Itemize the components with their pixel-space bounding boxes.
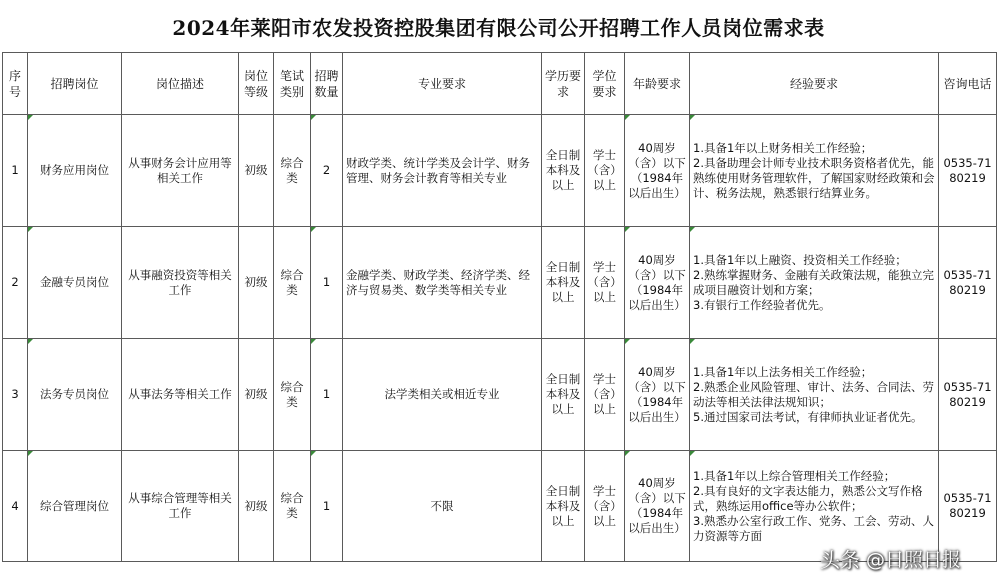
- cell-degree: 学士（含）以上: [585, 451, 625, 562]
- cell-phone: 0535-7180219: [939, 451, 997, 562]
- experience-line: 2.具备助理会计师专业技术职务资格者优先，能熟练使用财务管理软件，了解国家财经政策和会计、税务法规，熟悉银行结算业务。: [693, 155, 935, 200]
- cell-exam: 综合类: [274, 451, 311, 562]
- experience-line: 5.通过国家司法考试，有律师执业证者优先。: [693, 409, 923, 424]
- cell-degree: 学士（含）以上: [585, 339, 625, 451]
- cell-major: 金融学类、财政学类、经济学类、经济与贸易类、数学类等相关专业: [343, 227, 542, 339]
- cell-experience: [690, 115, 939, 227]
- cell-level: 初级: [239, 227, 274, 339]
- cell-phone: 0535-7180219: [939, 227, 997, 339]
- experience-line: 2.熟悉企业风险管理、审计、法务、合同法、劳动法等相关法律法规知识；: [693, 379, 934, 409]
- experience-line: 2.熟练掌握财务、金融有关政策法规，能独立完成项目融资计划和方案；: [693, 267, 934, 297]
- cell-position: 法务专员岗位: [28, 339, 122, 451]
- header-experience: 经验要求: [690, 53, 939, 115]
- header-level: 岗位等级: [239, 53, 274, 115]
- cell-major: 不限: [343, 451, 542, 562]
- experience-line: 1.具备1年以上综合管理相关工作经验；: [693, 468, 896, 483]
- cell-description: 从事综合管理等相关工作: [122, 451, 239, 562]
- table-row: [3, 227, 997, 339]
- experience-line: 1.具备1年以上融资、投资相关工作经验；: [693, 252, 907, 267]
- watermark-brand: @日照日报: [866, 549, 962, 571]
- cell-education: 全日制本科及以上: [542, 115, 585, 227]
- watermark-prefix: 头条: [820, 548, 860, 572]
- header-description: 岗位描述: [122, 53, 239, 115]
- watermark: [820, 544, 961, 573]
- cell-description: 从事融资投资等相关工作: [122, 227, 239, 339]
- cell-count: 2: [311, 115, 343, 227]
- cell-count: 1: [311, 227, 343, 339]
- experience-line: 1.具备1年以上法务相关工作经验；: [693, 364, 873, 379]
- page-title: 2024年莱阳市农发投资控股集团有限公司公开招聘工作人员岗位需求表: [172, 15, 825, 40]
- cell-level: 初级: [239, 339, 274, 451]
- header-position: 招聘岗位: [28, 53, 122, 115]
- cell-phone: 0535-7180219: [939, 115, 997, 227]
- cell-level: 初级: [239, 115, 274, 227]
- header-degree: 学位要求: [585, 53, 625, 115]
- cell-education: 全日制本科及以上: [542, 451, 585, 562]
- table-row: [3, 115, 997, 227]
- cell-seq: 2: [3, 227, 28, 339]
- cell-description: 从事财务会计应用等相关工作: [122, 115, 239, 227]
- cell-major: 法学类相关或相近专业: [343, 339, 542, 451]
- cell-age: 40周岁（含）以下（1984年以后出生）: [625, 451, 690, 562]
- cell-education: 全日制本科及以上: [542, 227, 585, 339]
- cell-seq: 3: [3, 339, 28, 451]
- header-education: 学历要求: [542, 53, 585, 115]
- header-age: 年龄要求: [625, 53, 690, 115]
- cell-exam: 综合类: [274, 339, 311, 451]
- cell-age: 40周岁（含）以下（1984年以后出生）: [625, 115, 690, 227]
- table-header-row: [3, 53, 997, 115]
- cell-major: 财政学类、统计学类及会计学、财务管理、财务会计教育等相关专业: [343, 115, 542, 227]
- cell-exam: 综合类: [274, 115, 311, 227]
- experience-line: 3.有银行工作经验者优先。: [693, 297, 831, 312]
- cell-age: 40周岁（含）以下（1984年以后出生）: [625, 339, 690, 451]
- cell-count: 1: [311, 339, 343, 451]
- cell-degree: 学士（含）以上: [585, 115, 625, 227]
- cell-position: 财务应用岗位: [28, 115, 122, 227]
- experience-line: 3.熟悉办公室行政工作、党务、工会、劳动、人力资源等方面: [693, 513, 934, 543]
- table-row: [3, 339, 997, 451]
- cell-position: 综合管理岗位: [28, 451, 122, 562]
- cell-education: 全日制本科及以上: [542, 339, 585, 451]
- job-requirements-table: [2, 52, 997, 562]
- experience-line: 1.具备1年以上财务相关工作经验；: [693, 140, 873, 155]
- cell-degree: 学士（含）以上: [585, 227, 625, 339]
- experience-line: 2.具有良好的文字表达能力，熟悉公文写作格式，熟练运用office等办公软件；: [693, 483, 923, 513]
- cell-seq: 1: [3, 115, 28, 227]
- cell-description: 从事法务等相关工作: [122, 339, 239, 451]
- cell-age: 40周岁（含）以下（1984年以后出生）: [625, 227, 690, 339]
- cell-experience: [690, 227, 939, 339]
- cell-seq: 4: [3, 451, 28, 562]
- header-count: 招聘数量: [311, 53, 343, 115]
- cell-experience: [690, 339, 939, 451]
- header-exam: 笔试类别: [274, 53, 311, 115]
- cell-count: 1: [311, 451, 343, 562]
- cell-exam: 综合类: [274, 227, 311, 339]
- cell-level: 初级: [239, 451, 274, 562]
- header-major: 专业要求: [343, 53, 542, 115]
- cell-position: 金融专员岗位: [28, 227, 122, 339]
- cell-phone: 0535-7180219: [939, 339, 997, 451]
- header-seq: 序号: [3, 53, 28, 115]
- header-phone: 咨询电话: [939, 53, 997, 115]
